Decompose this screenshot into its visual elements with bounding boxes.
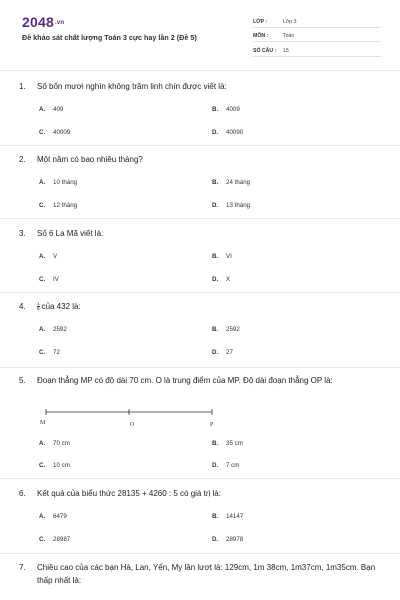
brand-tld: .vn [54,20,65,27]
option-value: 70 cm [53,439,70,447]
option-row [19,345,379,359]
document-title: Đề khảo sát chất lượng Toán 3 cực hay lần 2 (Đề 5) [22,33,197,42]
option-value: 14147 [226,512,244,520]
question-text-rest: của 432 là: [41,302,81,311]
option-value: 7 cm [226,461,240,469]
meta-key: SỐ CÂU : [253,47,277,54]
option-letter: D. [212,461,219,469]
option-letter: D. [212,201,219,209]
question-2 [19,153,379,212]
question-divider [0,145,400,146]
question-5-options [19,436,379,472]
option-letter: B. [212,105,219,113]
question-1 [19,80,379,139]
meta-value: Lớp 3 [283,18,297,25]
option-d[interactable] [192,129,365,136]
option-b[interactable] [192,253,365,260]
option-value: 12 tháng [53,201,78,209]
option-letter: C. [39,275,46,283]
question-header [19,561,379,587]
option-row [19,532,379,546]
question-number: 3. [19,229,26,238]
question-divider [0,478,400,479]
option-letter: B. [212,512,219,520]
option-letter: C. [39,535,46,543]
question-text: Kết quả của biểu thức 28135 + 4260 : 5 có giá trị là: [37,489,221,498]
option-a[interactable] [19,179,192,186]
option-row [19,249,379,263]
option-row [19,102,379,116]
question-7 [19,561,379,587]
question-divider [0,218,400,219]
option-d[interactable] [192,462,365,469]
segment-mp-diagram [36,406,216,436]
meta-row-subject [253,30,381,43]
question-text: Đoạn thẳng MP có độ dài 70 cm. O là trung điểm của MP. Độ dài đoạn thẳng OP là: [37,376,333,385]
option-letter: A. [39,178,46,186]
option-row [19,322,379,336]
option-letter: D. [212,535,219,543]
option-value: 2592 [226,325,240,333]
question-divider [0,367,400,368]
fraction-numerator: 1 [37,301,40,307]
question-text: Số 6 La Mã viết là: [37,229,104,238]
meta-value: Toán [283,33,295,39]
option-row [19,436,379,450]
meta-key: LỚP : [253,18,268,25]
question-number: 5. [19,376,26,385]
header-divider [0,70,400,71]
option-letter: B. [212,252,219,260]
question-header [19,300,379,313]
option-letter: D. [212,348,219,356]
option-a[interactable] [19,106,192,113]
option-letter: D. [212,275,219,283]
option-d[interactable] [192,349,365,356]
option-letter: D. [212,128,219,136]
option-value: V [53,252,58,260]
question-text: Một năm có bao nhiêu tháng? [37,155,143,164]
option-c[interactable] [19,202,192,209]
option-row [19,125,379,139]
option-c[interactable] [19,276,192,283]
option-letter: C. [39,461,46,469]
brand-name: 2048 [22,14,54,30]
option-b[interactable] [192,440,365,447]
fraction [37,302,40,311]
option-value: 24 tháng [226,178,251,186]
question-number: 6. [19,489,26,498]
option-value: 10 tháng [53,178,78,186]
meta-row-class [253,15,381,28]
option-value: VI [226,252,232,260]
question-divider [0,553,400,554]
option-row [19,175,379,189]
option-b[interactable] [192,326,365,333]
option-a[interactable] [19,513,192,520]
question-header [19,487,379,500]
option-c[interactable] [19,536,192,543]
option-c[interactable] [19,349,192,356]
option-letter: A. [39,252,46,260]
label-m: M [40,420,46,426]
option-letter: A. [39,105,46,113]
brand-logo[interactable] [22,14,64,30]
question-text: Số bốn mươi nghìn không trăm linh chín được viết là: [37,82,227,91]
option-value: 28978 [226,535,244,543]
option-letter: A. [39,439,46,447]
option-row [19,272,379,286]
option-b[interactable] [192,179,365,186]
question-number: 4. [19,302,26,311]
question-5 [19,374,379,387]
option-letter: A. [39,325,46,333]
label-o: O [130,422,135,428]
fraction-denominator: 6 [37,306,40,312]
label-p: P [210,422,214,428]
option-value: IV [53,275,59,283]
option-letter: A. [39,512,46,520]
option-row [19,509,379,523]
option-b[interactable] [192,513,365,520]
question-4 [19,300,379,359]
question-number: 1. [19,82,26,91]
question-text [37,300,379,313]
option-value: 72 [53,348,60,356]
option-a[interactable] [19,253,192,260]
question-divider [0,292,400,293]
question-6 [19,487,379,546]
option-value: 4009 [226,105,240,113]
meta-row-count [253,44,381,57]
question-header [19,374,379,387]
option-value: 409 [53,105,64,113]
meta-table [253,15,381,59]
option-value: 35 cm [226,439,243,447]
option-value: 28987 [53,535,71,543]
option-row [19,198,379,212]
option-d[interactable] [192,536,365,543]
option-letter: B. [212,178,219,186]
meta-key: MÔN : [253,33,269,39]
option-a[interactable] [19,326,192,333]
question-header [19,153,379,166]
option-value: 6479 [53,512,67,520]
question-3 [19,227,379,286]
option-value: 10 cm [53,461,70,469]
question-header [19,80,379,93]
option-d[interactable] [192,202,365,209]
option-b[interactable] [192,106,365,113]
option-value: 13 tháng [226,201,251,209]
option-letter: C. [39,348,46,356]
option-value: 40090 [226,128,244,136]
option-c[interactable] [19,129,192,136]
document-header [0,0,400,72]
option-value: X [226,275,231,283]
option-value: 27 [226,348,233,356]
option-letter: B. [212,325,219,333]
question-number: 2. [19,155,26,164]
option-value: 40009 [53,128,71,136]
option-c[interactable] [19,462,192,469]
option-row [19,458,379,472]
option-letter: B. [212,439,219,447]
question-header [19,227,379,240]
option-d[interactable] [192,276,365,283]
option-a[interactable] [19,440,192,447]
question-number: 7. [19,563,26,572]
option-letter: C. [39,201,46,209]
meta-value: 15 [283,47,289,54]
question-text: Chiều cao của các bạn Hà, Lan, Yến, My lần lượt là: 129cm, 1m 38cm, 1m37cm, 1m35cm. Bạn thấp nhất là: [37,563,376,585]
option-letter: C. [39,128,46,136]
option-value: 2592 [53,325,67,333]
